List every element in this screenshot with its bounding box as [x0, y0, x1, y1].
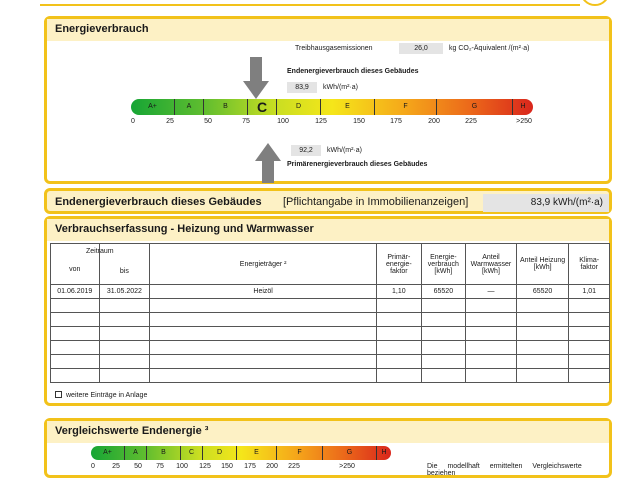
header-to: bis — [99, 244, 150, 285]
primary-energy-unit: kWh/(m²·a) — [327, 147, 362, 154]
consumption-table — [50, 243, 610, 383]
table-row-empty — [51, 355, 610, 369]
class-a-plus: A+ — [131, 99, 175, 115]
tick-250: >250 — [516, 118, 532, 125]
header-climate: Klima-faktor — [569, 244, 610, 285]
table-row-empty — [51, 341, 610, 355]
end-energy-unit: kWh/(m²·a) — [323, 84, 358, 91]
comparison-tick: 175 — [244, 463, 256, 470]
comparison-tick: 125 — [199, 463, 211, 470]
table-row-empty — [51, 313, 610, 327]
tick-175: 175 — [390, 118, 402, 125]
header-factor: Primär-energie-faktor — [377, 244, 422, 285]
comparison-tick: 225 — [288, 463, 300, 470]
header-usage: Energie-verbrauch [kWh] — [421, 244, 466, 285]
class-c-current: C — [248, 99, 277, 115]
header-from: Zeitraum von — [51, 244, 100, 285]
table-row-empty — [51, 299, 610, 313]
class-e: E — [321, 99, 375, 115]
summary-value: 83,9 kWh/(m²·a) — [483, 194, 609, 212]
consumption-panel — [44, 216, 612, 406]
class-b: B — [204, 99, 248, 115]
tick-50: 50 — [204, 118, 212, 125]
primary-energy-arrow-icon — [255, 143, 281, 183]
tick-200: 200 — [428, 118, 440, 125]
header-period: Zeitraum — [85, 248, 114, 255]
comparison-text: Die modellhaft ermittelten Vergleichswerte beziehen — [427, 463, 582, 477]
class-h: H — [520, 103, 526, 110]
top-strip — [40, 0, 580, 6]
class-g: G — [437, 99, 513, 115]
ghg-unit: kg CO₂-Äquivalent /(m²·a) — [449, 45, 530, 52]
tick-100: 100 — [277, 118, 289, 125]
class-a: A — [175, 99, 204, 115]
end-energy-label: Endenergieverbrauch dieses Gebäudes — [287, 68, 419, 75]
end-energy-arrow-icon — [243, 57, 269, 99]
table-row: 01.06.2019 31.05.2022 Heizöl 1,10 65520 — 65520 1,01 — [51, 285, 610, 299]
summary-label: Endenergieverbrauch dieses Gebäudes — [55, 196, 262, 208]
tick-125: 125 — [315, 118, 327, 125]
comparison-tick: >250 — [339, 463, 355, 470]
tick-225: 225 — [465, 118, 477, 125]
tick-0: 0 — [131, 118, 135, 125]
end-energy-value: 83,9 — [287, 82, 317, 93]
comparison-scale: A+ A B C D E F G H — [91, 446, 391, 460]
comparison-tick: 200 — [266, 463, 278, 470]
energy-scale — [131, 99, 533, 115]
consumption-title: Verbrauchserfassung - Heizung und Warmwasser — [47, 219, 609, 241]
header-carrier: Energieträger ² — [150, 244, 377, 285]
primary-energy-label: Primärenergieverbrauch dieses Gebäudes — [287, 161, 428, 168]
comparison-title: Vergleichswerte Endenergie ³ — [47, 421, 609, 443]
more-entries-checkbox[interactable] — [55, 391, 62, 398]
comparison-panel — [44, 418, 612, 478]
tick-75: 75 — [242, 118, 250, 125]
energy-title: Energieverbrauch — [47, 19, 609, 41]
summary-note: [Pflichtangabe in Immobilienanzeigen] — [283, 196, 469, 208]
ghg-value: 26,0 — [399, 43, 443, 54]
corner-badge — [580, 0, 610, 6]
table-row-empty — [51, 327, 610, 341]
comparison-tick: 100 — [176, 463, 188, 470]
ghg-label: Treibhausgasemissionen — [295, 45, 373, 52]
tick-25: 25 — [166, 118, 174, 125]
more-entries: weitere Einträge in Anlage — [55, 391, 147, 399]
comparison-tick: 50 — [134, 463, 142, 470]
class-f: F — [375, 99, 437, 115]
comparison-tick: 75 — [156, 463, 164, 470]
comparison-tick: 0 — [91, 463, 95, 470]
comparison-tick: 25 — [112, 463, 120, 470]
table-row-empty — [51, 369, 610, 383]
energy-panel — [44, 16, 612, 184]
class-d: D — [277, 99, 321, 115]
header-heat: Anteil Heizung [kWh] — [516, 244, 569, 285]
primary-energy-value: 92,2 — [291, 145, 321, 156]
tick-150: 150 — [353, 118, 365, 125]
header-ww: Anteil Warmwasser [kWh] — [466, 244, 517, 285]
comparison-tick: 150 — [221, 463, 233, 470]
summary-panel — [44, 188, 612, 214]
